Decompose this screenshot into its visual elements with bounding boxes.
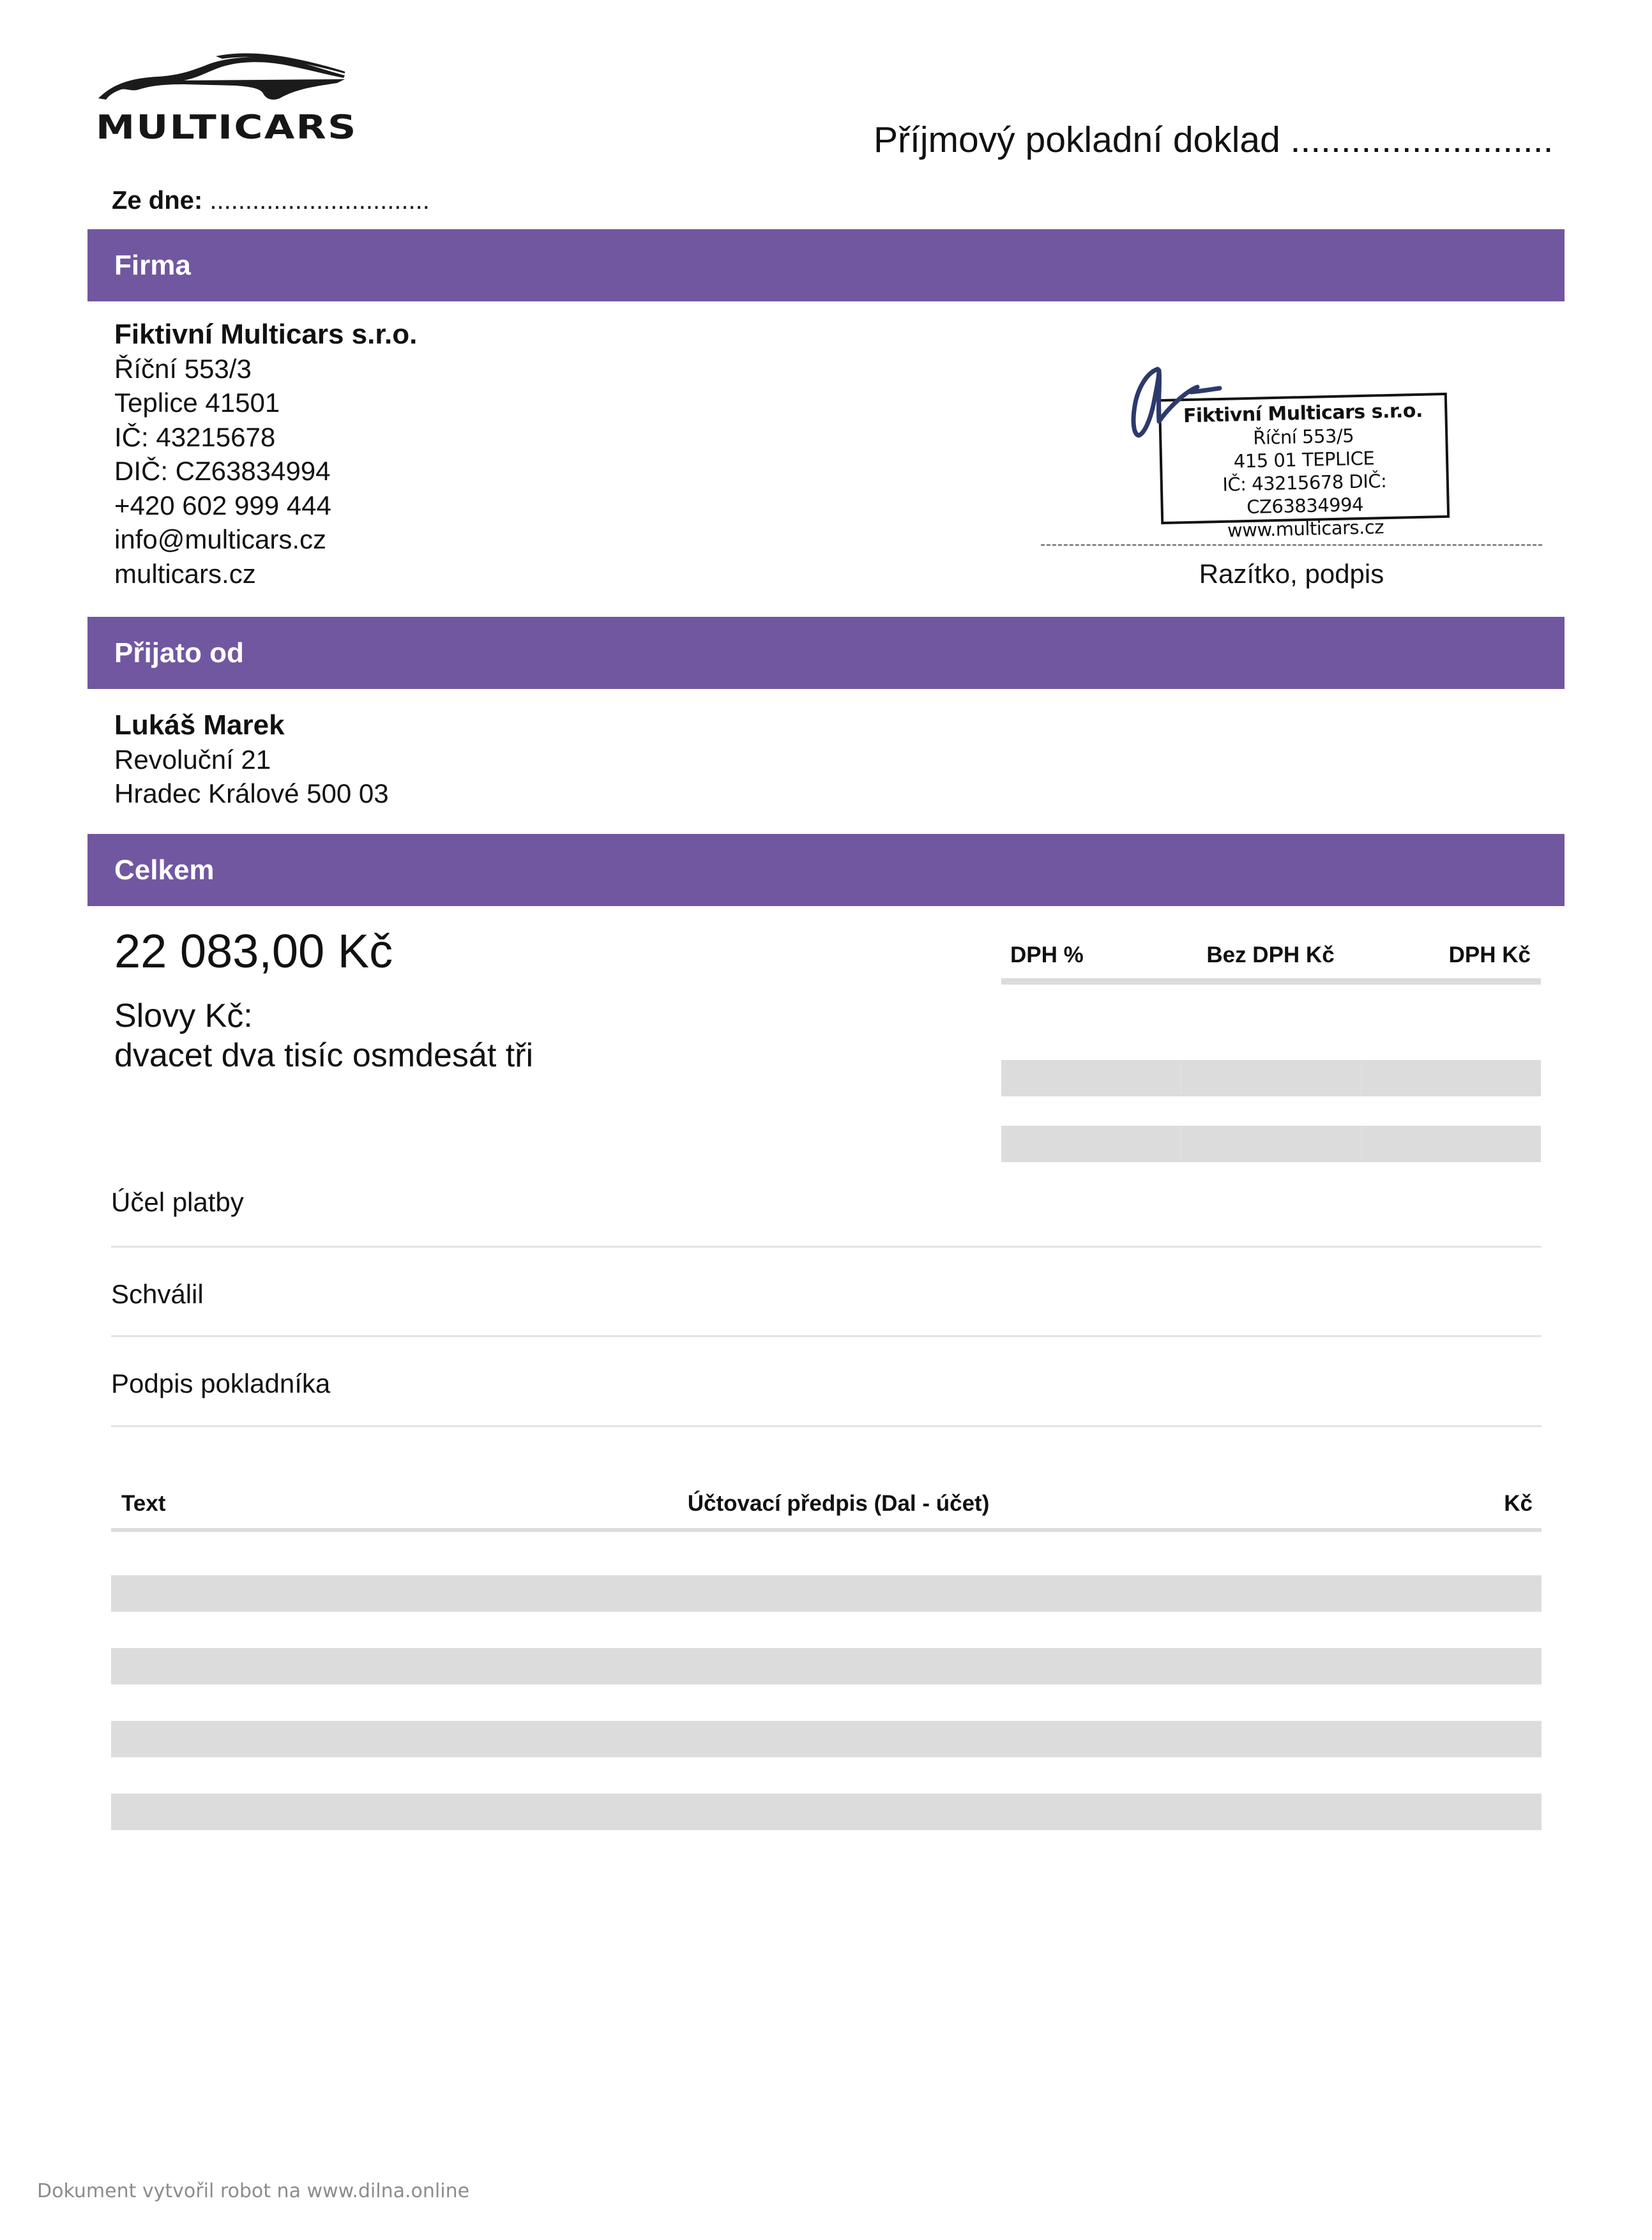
stamp-signature-caption: Razítko, podpis bbox=[1199, 559, 1384, 589]
table-row bbox=[111, 1648, 1542, 1684]
cell-rule bbox=[598, 1721, 1070, 1757]
date-value: ............................... bbox=[209, 186, 430, 215]
payment-purpose-line bbox=[111, 1246, 1542, 1248]
spacer bbox=[111, 1757, 1542, 1794]
company-email: info@multicars.cz bbox=[114, 524, 327, 554]
col-text: Text bbox=[121, 1491, 166, 1516]
stamp-name: Fiktivní Multicars s.r.o. bbox=[1183, 399, 1423, 428]
company-city: Teplice 41501 bbox=[114, 388, 280, 418]
payer-city: Hradec Králové 500 03 bbox=[114, 778, 389, 808]
cell-amount bbox=[1070, 1794, 1542, 1830]
cell-amount bbox=[1070, 1648, 1542, 1684]
date-line bbox=[112, 185, 430, 216]
signature-line bbox=[1041, 544, 1542, 546]
vat-cell bbox=[1361, 1126, 1541, 1162]
signature-icon bbox=[1114, 364, 1242, 447]
cell-text bbox=[111, 1721, 598, 1757]
cell-amount bbox=[1070, 1721, 1542, 1757]
section-header-prijato: Přijato od bbox=[87, 617, 1565, 689]
table-row bbox=[111, 1794, 1542, 1830]
vat-cell bbox=[1001, 1060, 1181, 1096]
stamp-street: Říční 553/5 bbox=[1252, 425, 1354, 449]
section-header-celkem: Celkem bbox=[87, 834, 1565, 906]
company-phone: +420 602 999 444 bbox=[114, 490, 331, 520]
vat-cell bbox=[1361, 1060, 1541, 1096]
stamp-ids: IČ: 43215678 DIČ: CZ63834994 bbox=[1222, 470, 1387, 518]
cell-text bbox=[111, 1648, 598, 1684]
table-row bbox=[111, 1721, 1542, 1757]
company-street: Říční 553/3 bbox=[114, 353, 252, 384]
stamp-web: www.multicars.cz bbox=[1227, 516, 1384, 541]
spacer bbox=[111, 1612, 1542, 1648]
payment-purpose-label: Účel platby bbox=[111, 1187, 244, 1217]
company-ic: IČ: 43215678 bbox=[114, 421, 276, 452]
vat-col-vat: DPH Kč bbox=[1448, 942, 1531, 967]
col-accounting-rule: Účtovací předpis (Dal - účet) bbox=[687, 1491, 990, 1516]
brand-wordmark: MULTICARS bbox=[96, 109, 358, 147]
vat-table-row bbox=[1001, 1126, 1541, 1162]
cell-rule bbox=[598, 1648, 1070, 1684]
footer-credit: Dokument vytvořil robot na www.dilna.online bbox=[37, 2180, 470, 2202]
amount-words-label: Slovy Kč: bbox=[114, 997, 253, 1034]
vat-cell bbox=[1181, 1126, 1361, 1162]
approved-by-label: Schválil bbox=[111, 1279, 204, 1309]
company-web: multicars.cz bbox=[114, 558, 256, 589]
company-info bbox=[114, 317, 417, 591]
stamp-city: 415 01 TEPLICE bbox=[1233, 447, 1375, 473]
company-name: Fiktivní Multicars s.r.o. bbox=[114, 319, 418, 350]
vat-col-rate: DPH % bbox=[1010, 942, 1084, 967]
amount-words-value: dvacet dva tisíc osmdesát tři bbox=[114, 1037, 534, 1074]
payer-street: Revoluční 21 bbox=[114, 744, 271, 775]
col-amount: Kč bbox=[1504, 1491, 1533, 1516]
cell-rule bbox=[598, 1794, 1070, 1830]
vat-col-net: Bez DPH Kč bbox=[1206, 942, 1335, 967]
total-amount: 22 083,00 Kč bbox=[114, 925, 393, 978]
spacer bbox=[111, 1684, 1542, 1721]
accounting-table bbox=[111, 1475, 1542, 1830]
payer-info bbox=[114, 708, 389, 811]
company-logo bbox=[95, 50, 358, 147]
vat-cell bbox=[1001, 1126, 1181, 1162]
vat-table bbox=[1001, 932, 1541, 1162]
cashier-signature-line bbox=[111, 1425, 1542, 1427]
cell-rule bbox=[598, 1575, 1070, 1612]
cell-amount bbox=[1070, 1575, 1542, 1612]
vat-cell bbox=[1181, 1060, 1361, 1096]
company-dic: DIČ: CZ63834994 bbox=[114, 456, 331, 486]
car-silhouette-icon bbox=[95, 50, 350, 107]
table-row bbox=[111, 1575, 1542, 1612]
vat-header-divider bbox=[1001, 978, 1541, 985]
cashier-signature-label: Podpis pokladníka bbox=[111, 1368, 331, 1398]
spacer bbox=[111, 1532, 1542, 1575]
accounting-table-header bbox=[111, 1475, 1542, 1517]
cell-text bbox=[111, 1794, 598, 1830]
vat-table-row bbox=[1001, 1060, 1541, 1096]
payer-name: Lukáš Marek bbox=[114, 709, 285, 741]
document-title: Příjmový pokladní doklad .......................... bbox=[874, 119, 1554, 160]
section-header-firma: Firma bbox=[87, 229, 1565, 301]
date-label: Ze dne: bbox=[112, 186, 203, 215]
vat-table-header bbox=[1001, 932, 1541, 978]
approved-by-line bbox=[111, 1335, 1542, 1337]
cell-text bbox=[111, 1575, 598, 1612]
